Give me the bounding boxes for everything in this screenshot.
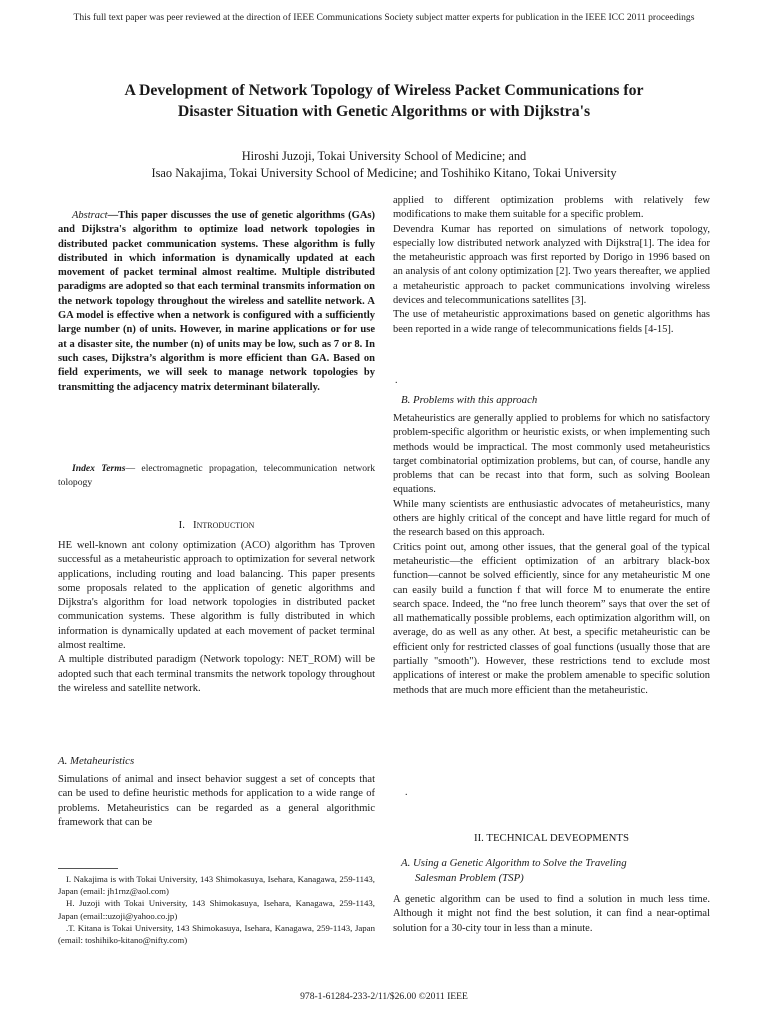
stray-dot: . (395, 375, 398, 386)
section-1-title: Introduction (193, 519, 255, 531)
index-terms (58, 462, 375, 490)
subsection-tsp-line-2: Salesman Problem (TSP) (415, 872, 524, 884)
section-1-number: I. (178, 519, 185, 531)
footnote-2: H. Juzoji with Tokai University, 143 Shimokasuya, Isehara, Kanagawa, 259-1143, Japan (email::uzoji@yahoo.co.jp) (58, 898, 375, 921)
header-note: This full text paper was peer reviewed at the direction of IEEE Communications Society subject matter experts for publication in the IEEE ICC 2011 proceedings (73, 12, 695, 23)
intro-paragraph-1: HE well-known ant colony optimization (ACO) algorithm has Tproven successful as a metaheuristic approach to optimization for several network applications, including routing and load balancing. This paper presents some proposals related to the application of genetic algorithms and Dijkstra's algorithm for load network topologies in distributed packet communication systems. These algorithm is fully distributed in which information is dynamically updated at each movement of packet terminal almost realtime. (58, 540, 375, 652)
footnote-1: I. Nakajima is with Tokai University, 143 Shimokasuya, Isehara, Kanagawa, 259-1143, Japan (email: jh1rnz@aol.com) (58, 874, 375, 897)
subsection-tsp-heading (393, 856, 718, 886)
paper-title (40, 80, 728, 122)
right-column-top (393, 194, 710, 337)
authors-line-2: Isao Nakajima, Tokai University School of Medicine; and Toshihiko Kitano, Tokai University (151, 166, 617, 180)
title-line-2: Disaster Situation with Genetic Algorithms or with Dijkstra's (177, 103, 591, 120)
right-paragraph-3: The use of metaheuristic approximations based on genetic algorithms has been reported in a wide range of telecommunications fields [4-15]. (393, 309, 710, 335)
problems-paragraph-3: Critics point out, among other issues, that the general goal of the typical metaheuristic—the efficient optimization of an arbitrary black-box function—cannot be solved efficiently, since for any metaheuristic M one can easily build a function f that will force M to enumerate the entire search space. Indeed, the “no free lunch theorem” says that over the set of all mathematically possible problems, each optimization algorithm will, on average, do as well as any other. At best, a specific metaheuristic can be efficient only for restricted classes of goal functions (usually those that are partially "smooth"). However, these restrictions tend to exclude most applications of interest or make the problem amenable to specific solution methods that are much more efficient than the metaheuristic. (393, 541, 710, 696)
authors-line-1: Hiroshi Juzoji, Tokai University School of Medicine; and (241, 149, 527, 163)
index-terms-lead: Index Terms (72, 463, 126, 474)
metaheuristics-paragraph: Simulations of animal and insect behavior suggest a set of concepts that can be used to define heuristic methods for application to a wide range of problems. Metaheuristics can be regarded as a general algorithmic framework that can be (58, 774, 375, 828)
problems-paragraph-1: Metaheuristics are generally applied to problems for which no satisfactory problem-specific algorithm or heuristic exists, or when implementing such methods would be impractical. The most commonly used metaheuristics target combinatorial optimization problems, but can, of course, handle any problems that can be recast into that form, such as solving Boolean equations. (393, 413, 710, 496)
subsection-tsp-line-1: A. Using a Genetic Algorithm to Solve the Traveling (401, 857, 627, 869)
tsp-paragraph: A genetic algorithm can be used to find a solution in much less time. Although it might not find the best solution, it can find a near-optimal solution for a 30-city tour in less than a minute. (393, 894, 710, 934)
footnotes (58, 873, 375, 946)
abstract (58, 209, 375, 395)
subsection-problems-heading: B. Problems with this approach (401, 394, 538, 406)
problems-body (393, 412, 710, 698)
abstract-lead: Abstract (72, 210, 108, 221)
right-paragraph-2: Devendra Kumar has reported on simulations of network topology, especially low distributed network analyzed with Dijkstra[1]. The idea for the metaheuristic approach was first reported by Dorigo in 1996 based on an analysis of ant colony optimization [2]. Two years thereafter, we applied a metaheuristic approach to packet communications involving wireless devices and telecommunications satellites [3]. (393, 223, 710, 307)
stray-dot-2: . (405, 787, 408, 798)
introduction-body (58, 539, 375, 696)
intro-paragraph-2: A multiple distributed paradigm (Network topology: NET_ROM) will be adopted such that each terminal transmits the network topology throughout the wireless and satellite network. (58, 654, 375, 694)
subsection-metaheuristics-heading: A. Metaheuristics (58, 755, 135, 767)
right-paragraph-1: applied to different optimization problems with relatively few modifications to make them suitable for a specific problem. (393, 195, 710, 221)
authors (40, 148, 728, 182)
abstract-body: —This paper discusses the use of genetic algorithms (GAs) and Dijkstra's algorithm to optimize load network topologies in distributed packet communication systems. These algorithm is fully distributed in which information is dynamically updated at each movement of packet terminal almost realtime. Multiple distributed paradigms are adopted so that each terminal transmits information on the network topology throughout the wireless and satellite network. A GA model is effective when a network is configured with a sufficiently large number (n) of units. However, in marine applications or for use at a disaster site, the number (n) of units may be low, such as 7 or 8. In such cases, Dijkstra’s algorithm is more efficient than GA. Based on field experiments, we will seek to manage network topologies by transmitting the adjacency matrix determinant bilaterally. (58, 210, 375, 393)
section-2-heading: II. TECHNICAL DEVEOPMENTS (473, 832, 630, 844)
section-1-heading (58, 519, 375, 531)
title-line-1: A Development of Network Topology of Wireless Packet Communications for (124, 82, 644, 99)
page-footer: 978-1-61284-233-2/11/$26.00 ©2011 IEEE (300, 991, 468, 1002)
problems-paragraph-2: While many scientists are enthusiastic advocates of metaheuristics, many others are highly critical of the concept and have little regard for much of the research based on this approach. (393, 498, 710, 539)
index-terms-body: — electromagnetic propagation, telecommunication network tolopogy (58, 463, 375, 488)
footnote-3: .T. Kitana is Tokai University, 143 Shimokasuya, Isehara, Kanagawa, 259-1143, Japan (email: toshihiko-kitano@nifty.com) (58, 922, 375, 946)
footnote-rule (58, 868, 118, 869)
